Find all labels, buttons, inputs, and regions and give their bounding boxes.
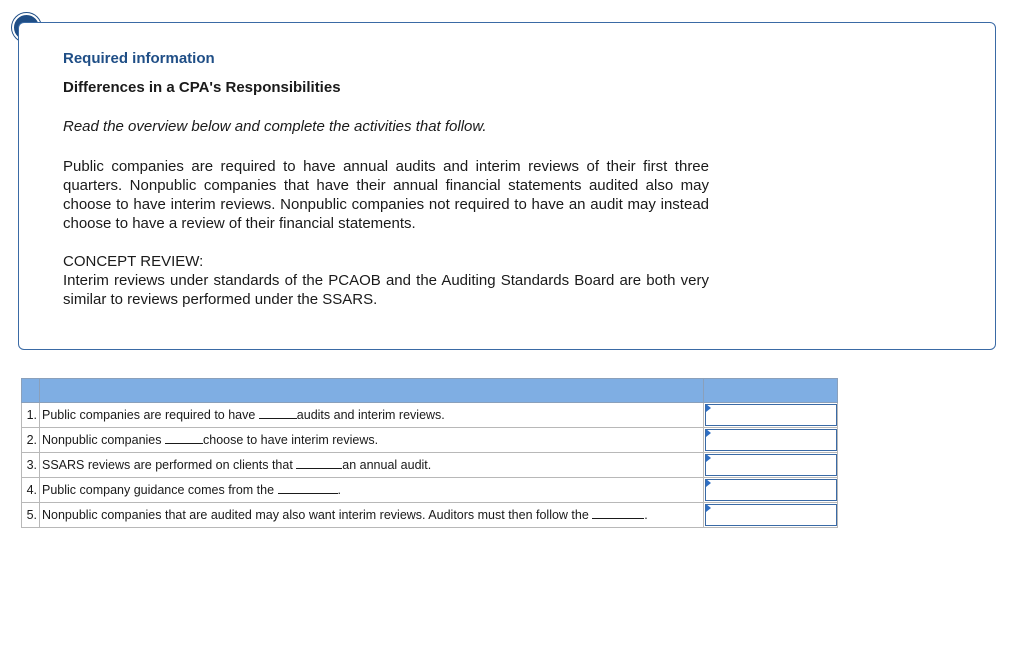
row-number: 1. <box>22 403 40 428</box>
blank-line <box>165 433 203 444</box>
answer-dropdown-4[interactable] <box>705 479 837 501</box>
blank-line <box>259 408 297 419</box>
required-information-panel <box>18 22 996 350</box>
header-num-cell <box>22 379 40 403</box>
dropdown-arrow-icon <box>706 429 711 437</box>
table-row <box>22 403 838 428</box>
blank-line <box>592 508 644 519</box>
row-number: 4. <box>22 478 40 503</box>
answer-cell <box>704 503 838 528</box>
answer-cell <box>704 453 838 478</box>
question-text <box>40 478 704 503</box>
answer-cell <box>704 428 838 453</box>
answer-dropdown-1[interactable] <box>705 404 837 426</box>
question-after: . <box>337 483 342 497</box>
dropdown-arrow-icon <box>706 404 711 412</box>
dropdown-arrow-icon <box>706 454 711 462</box>
concept-review-heading: CONCEPT REVIEW: <box>63 253 204 270</box>
question-before: Public company guidance comes from the <box>42 483 278 497</box>
table-row <box>22 478 838 503</box>
required-info-title: Required information <box>63 50 215 67</box>
concept-review-body: Interim reviews under standards of the PCAOB and the Auditing Standards Board are both very similar to reviews performed under the SSARS. <box>63 272 709 308</box>
answer-dropdown-2[interactable] <box>705 429 837 451</box>
question-text <box>40 503 704 528</box>
blank-line <box>278 483 338 494</box>
dropdown-arrow-icon <box>706 504 711 512</box>
row-number: 3. <box>22 453 40 478</box>
question-after: an annual audit. <box>342 458 432 472</box>
answer-dropdown-5[interactable] <box>705 504 837 526</box>
question-before: SSARS reviews are performed on clients that <box>42 458 297 472</box>
blank-line <box>296 458 342 469</box>
question-text <box>40 453 704 478</box>
intro-text: Read the overview below and complete the activities that follow. <box>63 118 487 135</box>
table-row <box>22 503 838 528</box>
answer-dropdown-3[interactable] <box>705 454 837 476</box>
section-subtitle: Differences in a CPA's Responsibilities <box>63 79 341 96</box>
question-before: Public companies are required to have <box>42 408 259 422</box>
answer-cell <box>704 478 838 503</box>
table-row <box>22 428 838 453</box>
question-before: Nonpublic companies that are audited may also want interim reviews. Auditors must then follow the <box>42 508 593 522</box>
table-header-row <box>22 379 838 403</box>
info-content <box>63 50 709 309</box>
question-after: . <box>644 508 648 522</box>
question-after: audits and interim reviews. <box>296 408 445 422</box>
row-number: 5. <box>22 503 40 528</box>
table-row <box>22 453 838 478</box>
questions-table <box>21 378 838 528</box>
row-number: 2. <box>22 428 40 453</box>
answer-cell <box>704 403 838 428</box>
question-text <box>40 428 704 453</box>
header-answer-cell <box>704 379 838 403</box>
dropdown-arrow-icon <box>706 479 711 487</box>
header-question-cell <box>40 379 704 403</box>
overview-paragraph: Public companies are required to have annual audits and interim reviews of their first three quarters. Nonpublic companies that have their annual financial statements audited also may choose to have interim reviews. Nonpublic companies not required to have an audit may instead choose to have a review of their financial statements. <box>63 158 709 232</box>
question-text <box>40 403 704 428</box>
question-before: Nonpublic companies <box>42 433 165 447</box>
question-after: choose to have interim reviews. <box>203 433 379 447</box>
